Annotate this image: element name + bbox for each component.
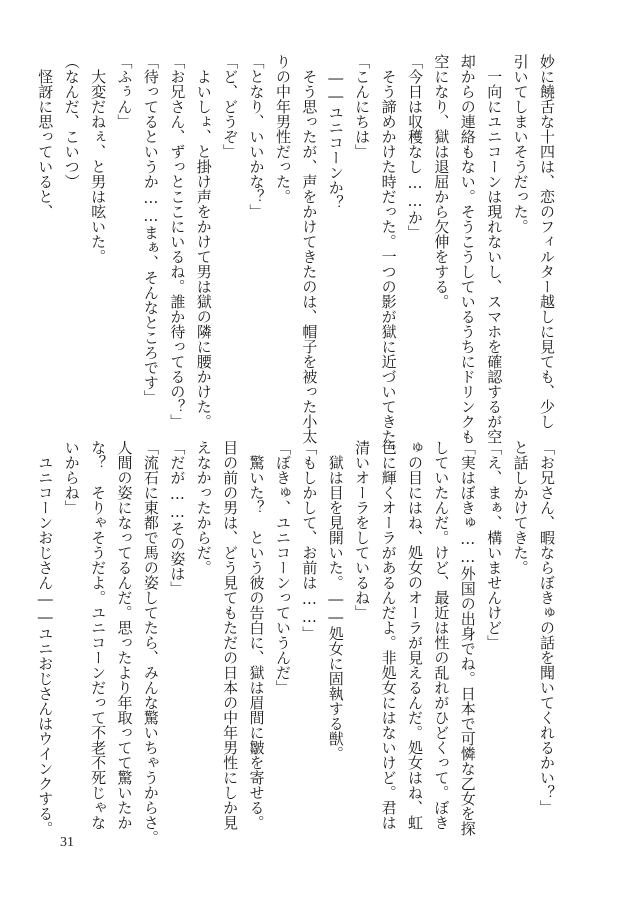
text-line: （なんだ、こいつ）: [62, 54, 81, 189]
text-line: 「流石に東都で馬の姿してたら、みんな驚いちゃうからさ。: [141, 440, 160, 845]
text-line: 「え、まぁ、構いませんけど」: [485, 440, 504, 650]
text-line: 「ど、どうぞ」: [221, 54, 240, 159]
text-line: 清いオーラをしているね」: [353, 440, 372, 620]
text-line: りの中年男性だった。: [273, 54, 292, 204]
text-line: 「待ってるというか……まぁ、そんなところです」: [141, 54, 160, 405]
text-line: いからね」: [62, 440, 81, 515]
text-line: そう思ったが、声をかけてきたのは、帽子を被った小太: [300, 54, 319, 444]
text-line: 人間の姿になってるんだ。思ったより年取ってて驚いたか: [115, 440, 134, 830]
text-line: 大変だねぇ、と男は呟いた。: [89, 54, 108, 264]
text-line: 獄は目を見開いた。――処女に固執する獣。: [326, 440, 345, 761]
upper-text-block: [36, 54, 560, 459]
text-line: 空になり、獄は退屈から欠伸をする。: [432, 54, 451, 309]
text-line: 却からの連絡もない。そうこうしているうちにドリンクも: [458, 54, 477, 444]
text-line: 驚いた？ という彼の告白に、獄は眉間に皺を寄せる。: [247, 440, 266, 830]
text-line: 「実はぼきゅ……外国の出身でね。日本で可憐な乙女を探: [458, 440, 477, 836]
text-line: ゅの目にはね、処女のオーラが見えるんだ。処女はね、虹: [405, 440, 424, 830]
text-line: 怪訝に思っていると、: [36, 54, 55, 219]
text-line: 妙に饒舌な十四は、恋のフィルター越しに見ても、少し: [538, 54, 556, 429]
text-line: そう諦めかけた時だった。一つの影が獄に近づいてきた。: [379, 54, 398, 459]
text-line: よいしょ、と掛け声をかけて男は獄の隣に腰かけた。: [194, 54, 213, 429]
page-number: 31: [60, 835, 74, 850]
text-line: 色に輝くオーラがあるんだよ。非処女にはないけど。君は: [379, 440, 398, 830]
text-line: 「ぼきゅ、ユニコーンっていうんだ」: [273, 440, 292, 695]
text-line: 目の前の男は、どう見てもただの日本の中年男性にしか見: [221, 440, 240, 830]
text-line: 「もしかして、お前は……」: [300, 440, 319, 641]
text-line: 「今日は収穫なし……か」: [405, 54, 424, 240]
text-line: していたんだ。けど、最近は性の乱れがひどくって。ぼき: [432, 440, 451, 830]
text-line: 「お兄さん、ずっとここにいるね。誰か待ってるの？」: [168, 54, 187, 429]
text-line: 「お兄さん、暇ならぼきゅの話を聞いてくれるかい？」: [538, 440, 556, 815]
text-line: 「ふぅん」: [115, 54, 134, 129]
text-line: えなかったからだ。: [194, 440, 213, 575]
text-line: 「だが……その姿は」: [168, 440, 187, 596]
text-line: ――ユニコーンか？: [326, 54, 345, 210]
text-line: 引いてしまいそうだった。: [511, 54, 530, 234]
text-line: ユニコーンおじさん――ユニおじさんはウインクする。: [36, 440, 55, 836]
text-line: と話しかけてきた。: [511, 440, 530, 575]
text-line: 「となり、いいかな？」: [247, 54, 266, 219]
text-line: 一向にユニコーンは現れないし、スマホを確認するが空: [485, 54, 504, 444]
text-line: な？ そりゃそうだよ。ユニコーンだって不老不死じゃな: [89, 440, 108, 830]
text-line: 「こんにちは」: [353, 54, 372, 159]
